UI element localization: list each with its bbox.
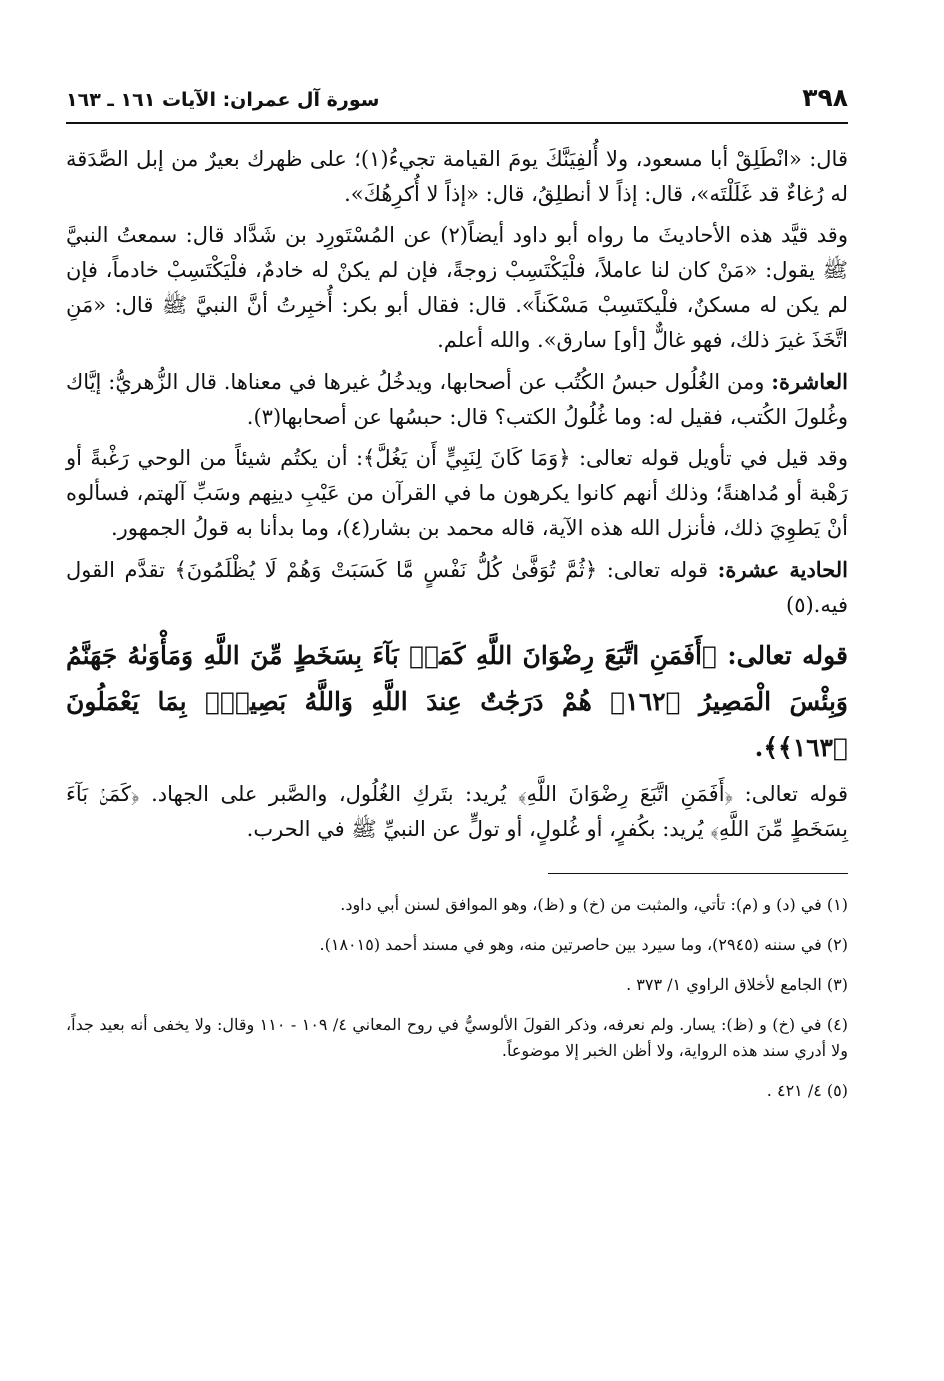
paragraph-3 [66,364,848,435]
running-title: سورة آل عمران: الآيات ١٦١ ـ ١٦٣ [66,89,380,111]
paragraph-3-lead: العاشرة: [771,369,848,394]
paragraph-5 [66,552,848,623]
paragraph-1: قال: «انْطَلِقْ أبا مسعود، ولا أُلفِيَنَّكَ يومَ القيامة تجيءُ(١)؛ على ظهرك بعيرٌ من إبل الصَّدَقة له رُغاءٌ قد غَلَلْتَه»، قال: إذاً لا أنطلِقُ، قال: «إذاً لا أُكرِهُكَ». [66,147,848,206]
footnote-3: (٣) الجامع لأخلاق الراوي ١/ ٣٧٣ . [626,975,848,994]
quran-verse-block [66,633,848,771]
paragraph-6: قوله تعالى: ﴿أَفَمَنِ اتَّبَعَ رِضْوَانَ اللَّهِ﴾ يُريد: بتَركِ الغُلُول، والصَّبر على الجهاد. ﴿كَمَنۢ بَآءَ بِسَخَطٍ مِّنَ اللَّهِ﴾ يُريد: بكُفرٍ، أو غُلولٍ، أو تولٍّ عن النبيِّ ﷺ في الحرب. [66,782,848,841]
paragraph-4: وقد قيل في تأويل قوله تعالى: ﴿وَمَا كَانَ لِنَبِيٍّ أَن يَغُلَّ﴾: أن يكتُم شيئاً من الوحي رَغْبةً أو رَهْبة أو مُداهنةً؛ وذلك أنهم كانوا يكرهون ما في القرآن من عَيْبِ دينِهم وسَبِّ آلهتم، فسألوه أنْ يَطوِيَ ذلك، فأنزل الله هذه الآية، قاله محمد بن بشار(٤)، وما بدأنا به قولُ الجمهور. [66,446,848,540]
verse-text: ﴿أَفَمَنِ اتَّبَعَ رِضْوَانَ اللَّهِ كَمَنۢ بَآءَ بِسَخَطٍ مِّنَ اللَّهِ وَمَأْوَىٰهُ جَهَنَّمُ وَبِئْسَ الْمَصِيرُ ﴿١٦٢﴾ هُمْ دَرَجَٰتٌ عِندَ اللَّهِ وَاللَّهُ بَصِيرٌۢ بِمَا يَعْمَلُونَ ﴿١٦٣﴾﴾. [66,641,849,762]
paragraph-2: وقد قيَّد هذه الأحاديثَ ما رواه أبو داود أيضاً(٢) عن المُسْتَورِد بن شَدَّاد قال: سمعتُ النبيَّ ﷺ يقول: «مَنْ كان لنا عاملاً، فلْيَكْتَسِبْ زوجةً، فإن لم يكنْ له خادمٌ، فلْيَكْتَسِبْ خادماً، فإن لم يكن له مسكنٌ، فلْيكتَسِبْ مَسْكَناً». قال: فقال أبو بكر: أُخبِرتُ أنَّ النبيَّ ﷺ قال: «مَنِ اتَّخَذَ غيرَ ذلك، فهو غالٌّ [أو] سارق». والله أعلم. [66,223,848,352]
main-text [66,142,848,847]
paragraph-5-lead: الحادية عشرة: [717,557,848,582]
footnote-1: (١) في (د) و (م): تأتي، والمثبت من (خ) و (ظ)، وهو الموافق لسنن أبي داود. [340,895,848,914]
paragraph-3-text: ومن الغُلُول حبسُ الكُتُب عن أصحابها، ويدخُلُ غيرها في معناها. قال الزُّهريُّ: إيَّاك وغُلولَ الكُتب، فقيل له: وما غُلُولُ الكتب؟ قال: حبسُها عن أصحابها(٣). [66,370,848,429]
footnote-2: (٢) في سننه (٢٩٤٥)، وما سيرد بين حاصرتين منه، وهو في مسند أحمد (١٨٠١٥). [319,935,848,954]
footnote-4: (٤) في (خ) و (ظ): يسار. ولم نعرفه، وذكر القولَ الألوسيُّ في روح المعاني ٤/ ١٠٩ - ١١٠ وقال: ولا يخفى أنه بعيد جداً، ولا أدري سند هذه الرواية، ولا أظن الخبر إلا موضوعاً. [66,1015,849,1060]
verse-lead: قوله تعالى: [727,641,848,670]
book-page [66,78,848,1118]
footnote-5: (٥) ٤/ ٤٢١ . [766,1081,848,1100]
footnotes [66,892,848,1104]
paragraph-5-text: قوله تعالى: ﴿ثُمَّ تُوَفَّىٰ كُلُّ نَفْسٍ مَّا كَسَبَتْ وَهُمْ لَا يُظْلَمُونَ﴾ تقدَّم القول فيه.(٥) [66,558,848,617]
page-number: ٣٩٨ [802,83,848,112]
footnote-separator [548,873,848,874]
page-header [66,78,848,124]
